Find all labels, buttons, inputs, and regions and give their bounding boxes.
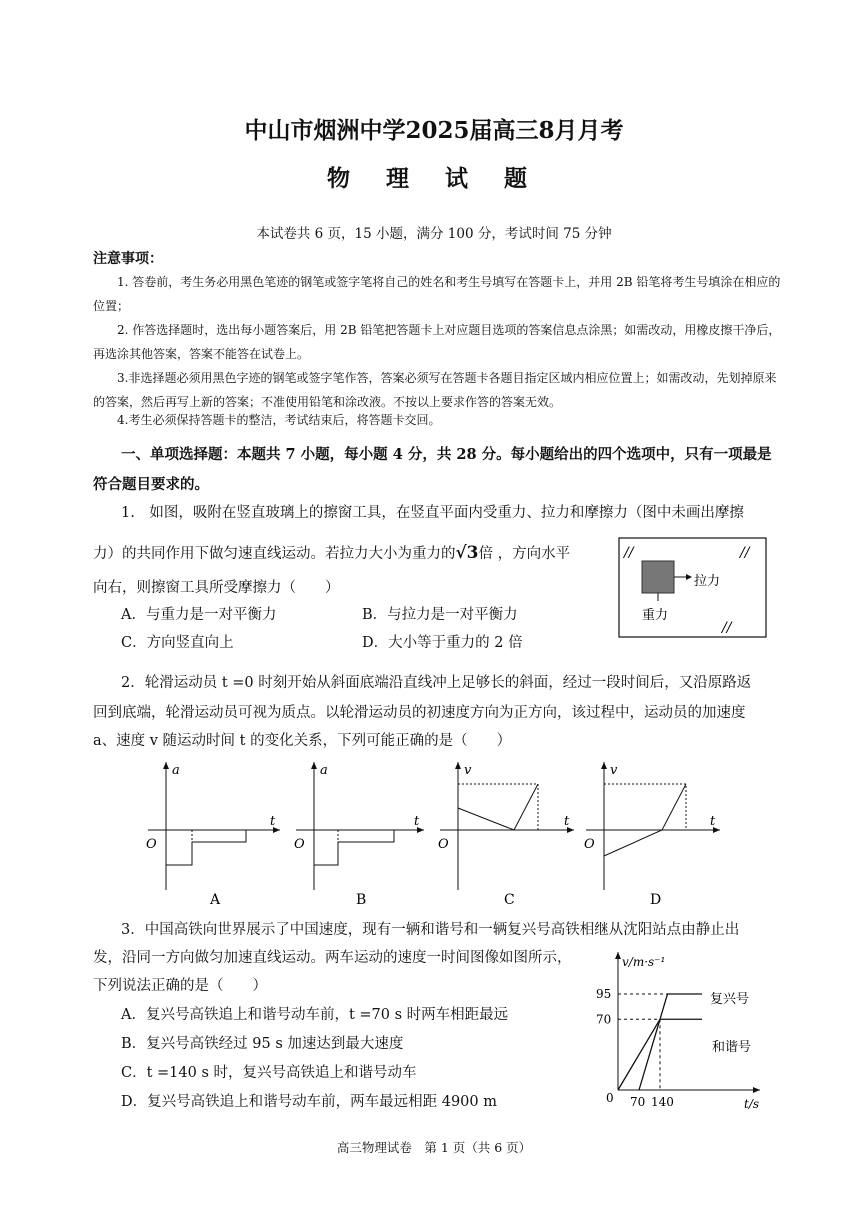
graph-d	[584, 762, 720, 908]
graph-a-label: A	[210, 892, 221, 908]
graph-d-ylabel: v	[610, 763, 618, 778]
q3-option-b: B．复兴号高铁经过 95 s 加速达到最大速度	[121, 1036, 404, 1052]
graph-d-curve	[604, 784, 686, 856]
graph-c-label: C	[504, 892, 515, 908]
gravity-label: 重力	[642, 608, 669, 623]
notice-item-4: 4.考生必须保持答题卡的整洁，考试结束后，将答题卡交回。	[117, 413, 441, 427]
hatch-top-left: //	[624, 545, 634, 561]
graph-d-origin: O	[584, 837, 595, 852]
q1-option-a: A．与重力是一对平衡力	[121, 607, 277, 623]
page-footer: 高三物理试卷 第 1 页（共 6 页）	[336, 1140, 532, 1155]
q3-vt-chart	[590, 948, 768, 1114]
exam-info: 本试卷共 6 页，15 小题，满分 100 分，考试时间 75 分钟	[256, 226, 612, 242]
q1-line2a: 力）的共同作用下做匀速直线运动。若拉力大小为重力的	[93, 546, 456, 562]
series-line-0	[639, 994, 702, 1090]
q1-figure	[618, 537, 768, 639]
graph-d-label: D	[650, 892, 662, 908]
q1-line1: 1. 如图，吸附在竖直玻璃上的擦窗工具，在竖直平面内受重力、拉力和摩擦力（图中未画出摩擦	[121, 505, 744, 521]
ytick-label-95: 95	[596, 987, 612, 1001]
q3-option-c: C．t =140 s 时，复兴号高铁追上和谐号动车	[121, 1065, 417, 1081]
graph-a-xlabel: t	[270, 814, 276, 829]
q1-line2b: 倍 ，方向水平	[478, 546, 571, 562]
graph-c-origin: O	[438, 837, 449, 852]
ytick-label-70: 70	[596, 1012, 612, 1027]
graph-c	[438, 762, 574, 908]
q3-line2: 发，沿同一方向做匀加速直线运动。两车运动的速度一时间图像如图所示，	[93, 950, 572, 966]
series-label-fuxing: 复兴号	[710, 992, 750, 1007]
q1-option-c: C．方向竖直向上	[121, 635, 234, 651]
graph-a-curve	[166, 830, 246, 865]
q3-line1: 3．中国高铁向世界展示了中国速度，现有一辆和谐号和一辆复兴号高铁相继从沈阳站点由静止出	[121, 922, 740, 938]
chart-origin: 0	[606, 1091, 614, 1105]
cleaning-tool	[642, 561, 674, 593]
notice-item-2: 2. 作答选择题时，选出每小题答案后，用 2B 铅笔把答题卡上对应题目选项的答案信息点涂黑；如需改动，用橡皮擦干净后，再选涂其他答案，答案不能答在试卷上。	[93, 323, 781, 361]
q3-option-d: D．复兴号高铁追上和谐号动车前，两车最远相距 4900 m	[121, 1094, 497, 1110]
chart-xlabel: t/s	[744, 1097, 760, 1111]
q3-line3: 下列说法正确的是（ ）	[93, 978, 267, 994]
q2-line1: 2．轮滑运动员 t =0 时刻开始从斜面底端沿直线冲上足够长的斜面，经过一段时间后，又沿原路返	[121, 675, 752, 691]
graph-b-label: B	[356, 892, 367, 908]
pull-arrowhead	[686, 574, 692, 580]
q2-line2: 回到底端，轮滑运动员可视为质点。以轮滑运动员的初速度方向为正方向，该过程中，运动员的加速度	[93, 705, 746, 721]
q1-option-b: B．与拉力是一对平衡力	[362, 607, 518, 623]
q1-line2	[93, 538, 570, 569]
pull-label: 拉力	[694, 574, 721, 589]
notice-item-3: 3.非选择题必须用黑色字迹的钢笔或签字笔作答，答案必须写在答题卡各题目指定区域内相应位置上；如需改动，先划掉原来的答案，然后再写上新的答案；不准使用铅笔和涂改液。不按以上要求作答的答案无效。	[93, 371, 777, 409]
graph-c-ylabel: v	[464, 763, 472, 778]
graph-a-origin: O	[146, 837, 157, 852]
graph-d-xlabel: t	[710, 814, 716, 829]
exam-title: 中山市烟洲中学2025届高三8月月考	[244, 117, 624, 144]
graph-c-curve	[458, 784, 538, 830]
graph-a-ylabel: a	[172, 763, 180, 778]
q2-graphs	[140, 758, 740, 910]
xtick-label-70: 70	[630, 1095, 646, 1109]
notice-heading: 注意事项：	[93, 251, 163, 267]
graph-b-curve	[314, 830, 394, 865]
q2-line3: a、速度 v 随运动时间 t 的变化关系，下列可能正确的是（ ）	[93, 733, 512, 749]
q1-line3: 向右，则擦窗工具所受摩擦力（ ）	[93, 580, 340, 596]
graph-c-xlabel: t	[564, 814, 570, 829]
sqrt3: √3	[455, 543, 479, 563]
exam-subtitle: 物 理 试 题	[326, 165, 542, 192]
chart-ylabel: v/m·s⁻¹	[622, 955, 666, 969]
q1-option-d: D．大小等于重力的 2 倍	[362, 635, 523, 651]
series-label-hexie: 和谐号	[712, 1040, 752, 1055]
graph-a	[146, 762, 280, 908]
graph-b	[294, 762, 424, 908]
q3-option-a: A．复兴号高铁追上和谐号动车前，t =70 s 时两车相距最远	[121, 1007, 509, 1023]
hatch-bottom-right: //	[722, 620, 732, 636]
xtick-label-140: 140	[651, 1095, 674, 1109]
notice-item-1: 1. 答卷前，考生务必用黑色笔迹的钢笔或签字笔将自己的姓名和考生号填写在答题卡上，并用 2B 铅笔将考生号填涂在相应的位置；	[93, 275, 781, 313]
section-heading: 一、单项选择题：本题共 7 小题，每小题 4 分，共 28 分。每小题给出的四个选项中，只有一项最是符合题目要求的。	[93, 446, 772, 493]
graph-b-origin: O	[294, 837, 305, 852]
hatch-top-right: //	[740, 545, 750, 561]
graph-b-xlabel: t	[414, 814, 420, 829]
graph-b-ylabel: a	[320, 763, 328, 778]
